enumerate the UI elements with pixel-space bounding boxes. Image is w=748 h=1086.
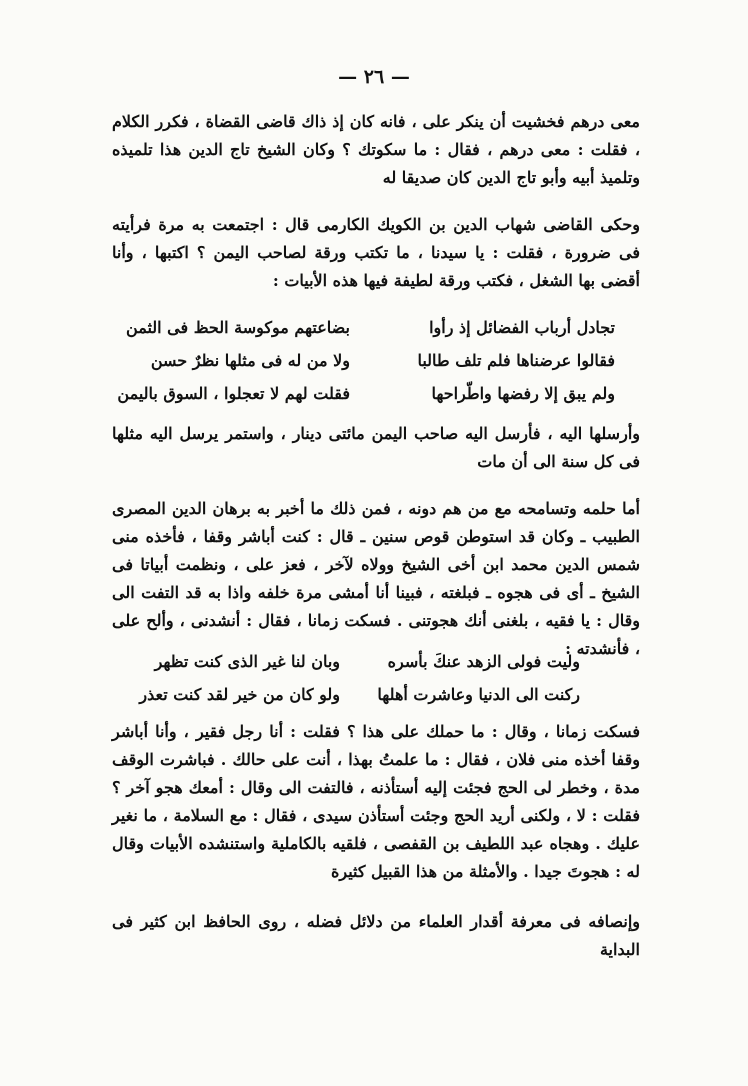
poem-verse xyxy=(112,645,640,678)
verse-first-hemistich: تجادل أرباب الفضائل إذ رأوا xyxy=(429,318,615,337)
verse-second-hemistich: ولا من له فى مثلها نظرٌ حسن xyxy=(150,351,350,370)
poem-2 xyxy=(112,645,640,711)
poem-verse xyxy=(112,377,640,410)
poem-verse xyxy=(112,311,640,344)
verse-first-hemistich: فقالوا عرضناها فلم تلف طالبا xyxy=(417,351,615,370)
page-number: — ٢٦ — xyxy=(338,66,410,88)
verse-first-hemistich: ركنت الى الدنيا وعاشرت أهلها xyxy=(377,685,580,704)
paragraph-2: وحكى القاضى شهاب الدين بن الكويك الكارمى قال : اجتمعت به مرة فرأيته فى ضرورة ، فقلت : يا سيدنا ، ما تكتب ورقة لصاحب اليمن ؟ اكتبها ، وأنا أقضى بها الشغل ، فكتب ورقة لطيفة فيها هذه الأبيات : xyxy=(112,215,640,290)
paragraph-1: معى درهم فخشيت أن ينكر على ، فانه كان إذ ذاك قاضى القضاة ، فكرر الكلام ، فقلت : معى درهم ، فقال : ما سكوتك ؟ وكان الشيخ تاج الدين هذا تلميذه وتلميذ أبيه وأبو تاج الدين كان صديقا له xyxy=(112,112,640,187)
paragraph-5: فسكت زمانا ، وقال : ما حملك على هذا ؟ فقلت : أنا رجل فقير ، وأنا أباشر وقفا أخذه منى فلان ، فقال : ما علمتُ بهذا ، أنت على حالك . فباشرت الوقف مدة ، وخطر لى الحج فجئت إليه أستأذنه ، فالتفت الى وقال : أمعك هجو آخر ؟ فقلت : لا ، ولكنى أريد الحج وجئت أستأذن سيدى ، فقال : مع السلامة ، ما نغير عليك . وهجاه عبد اللطيف بن القفصى ، فلقيه بالكاملية واستنشده الأبيات وقال له : هجوتَ جيدا . والأمثلة من هذا القبيل كثيرة xyxy=(112,722,641,881)
paragraph-4: أما حلمه وتسامحه مع من هم دونه ، فمن ذلك ما أخبر به برهان الدين المصرى الطبيب ـ وكان قد استوطن قوص سنين ـ قال : كنت أباشر وقفا ، فأخذه منى شمس الدين محمد ابن أخى الشيخ وولاه لآخر ، فعز على ، ونظمت أبياتا فى الشيخ ـ أى فى هجوه ـ فبلغته ، فبينا أنا أمشى مرة خلفه واذا به قد التفت الى وقال : يا فقيه ، بلغنى أنك هجوتنى . فسكت زمانا ، فقال : أنشدنى ، وألح على ، فأنشدته : xyxy=(112,499,640,658)
verse-first-hemistich: ولم يبق إلا رفضها واطّراحها xyxy=(431,384,615,403)
verse-second-hemistich: بضاعتهم موكوسة الحظ فى الثمن xyxy=(126,318,350,337)
paragraph-6: وإنصافه فى معرفة أقدار العلماء من دلائل فضله ، روى الحافظ ابن كثير فى البداية xyxy=(112,912,641,959)
verse-second-hemistich: ولو كان من خير لقد كنت تعذر xyxy=(139,685,340,704)
poem-1 xyxy=(112,311,640,410)
verse-first-hemistich: وليت فولى الزهد عنكَ بأسره xyxy=(387,652,580,671)
paragraph-3: وأرسلها اليه ، فأرسل اليه صاحب اليمن مائتى دينار ، واستمر يرسل اليه مثلها فى كل سنة الى أن مات xyxy=(112,424,640,471)
poem-verse xyxy=(112,678,640,711)
verse-second-hemistich: فقلت لهم لا تعجلوا ، السوق باليمن xyxy=(117,384,350,403)
verse-second-hemistich: وبان لنا غير الذى كنت تظهر xyxy=(154,652,340,671)
poem-verse xyxy=(112,344,640,377)
